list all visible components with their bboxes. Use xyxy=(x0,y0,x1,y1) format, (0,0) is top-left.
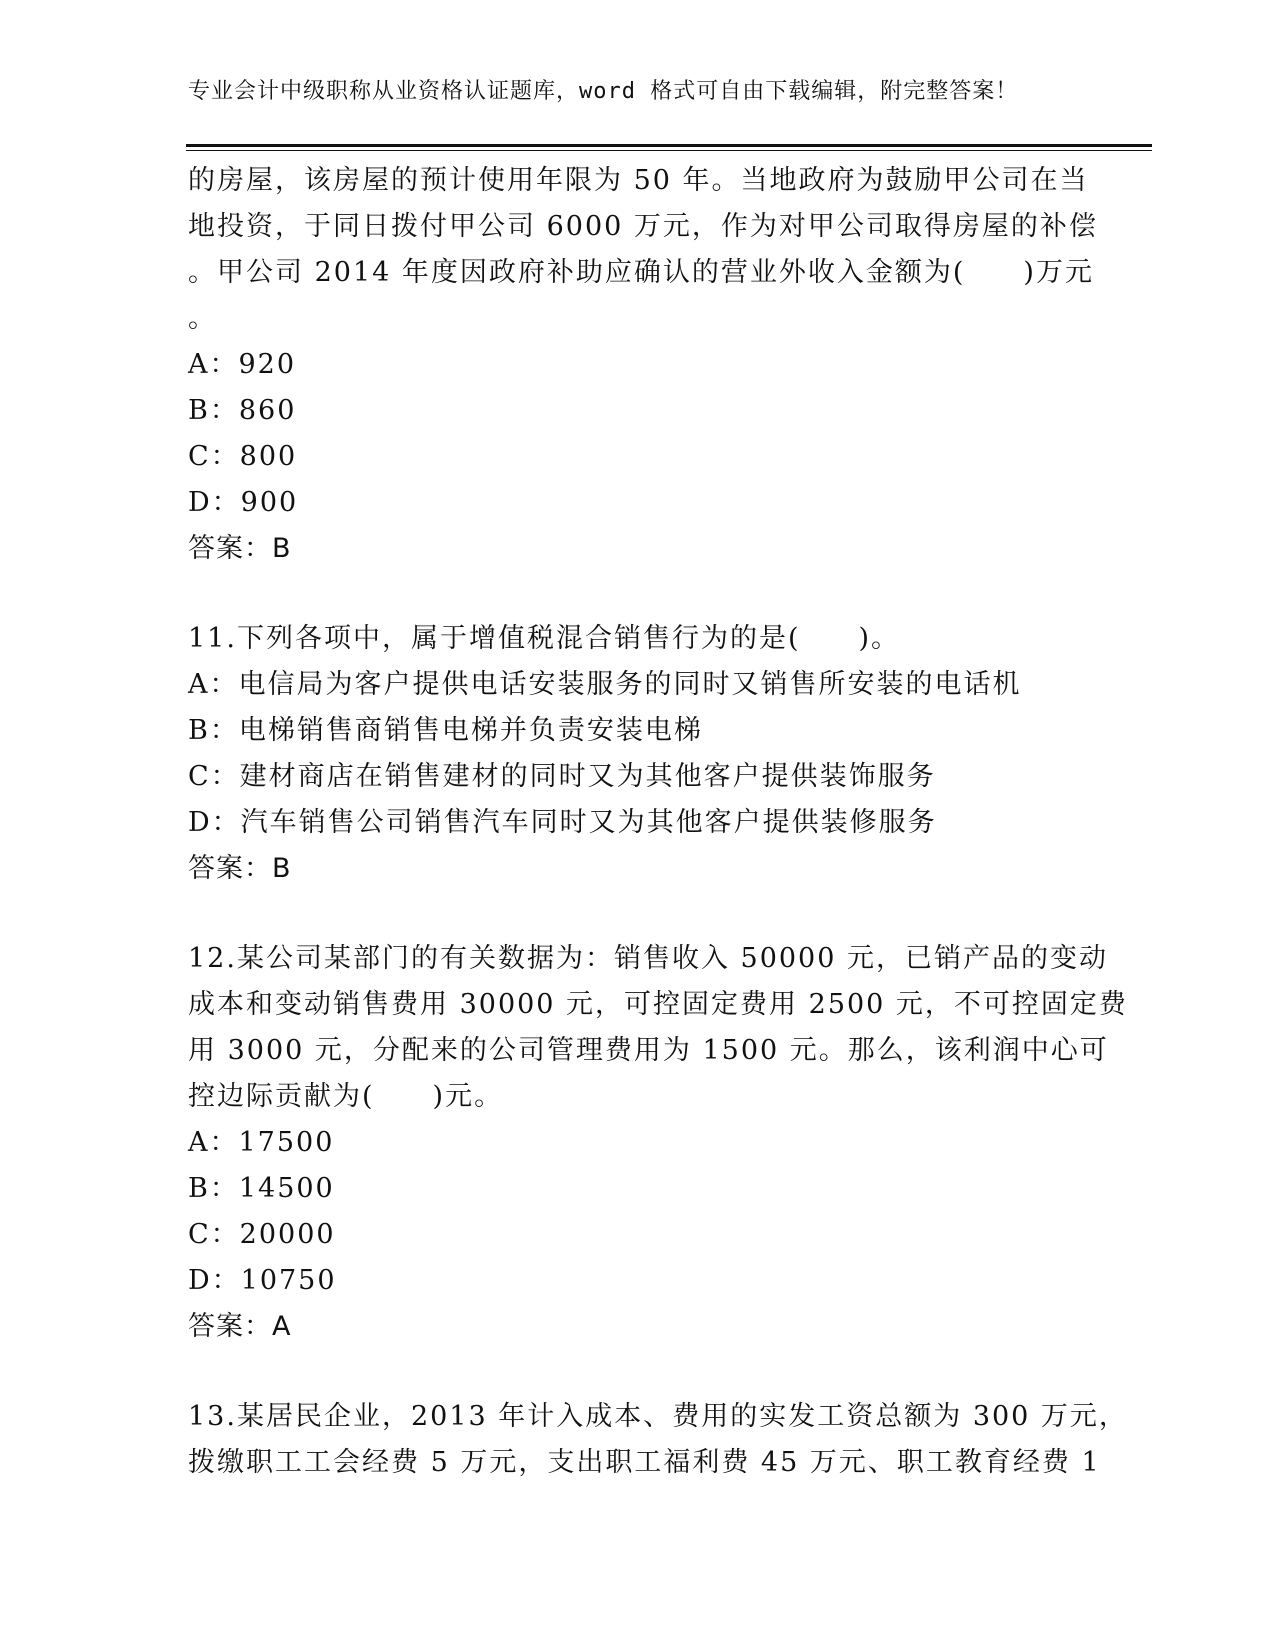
answer-label: 答案：B xyxy=(188,853,292,884)
question-text-line: 。甲公司 2014 年度因政府补助应确认的营业外收入金额为( )万元 xyxy=(188,257,1094,288)
question-text-line: 用 3000 元，分配来的公司管理费用为 1500 元。那么，该利润中心可 xyxy=(188,1035,1109,1066)
option-c: C：建材商店在销售建材的同时又为其他客户提供装饰服务 xyxy=(188,761,936,792)
answer-label: 答案：A xyxy=(188,1311,292,1342)
header-rule-thick xyxy=(186,144,1152,147)
question-text-line: 的房屋，该房屋的预计使用年限为 50 年。当地政府为鼓励甲公司在当 xyxy=(188,165,1089,196)
option-b: B：860 xyxy=(188,395,297,426)
question-text-line: 控边际贡献为( )元。 xyxy=(188,1081,504,1112)
option-d: D：汽车销售公司销售汽车同时又为其他客户提供装修服务 xyxy=(188,807,937,838)
question-text-line: 12.某公司某部门的有关数据为：销售收入 50000 元，已销产品的变动 xyxy=(188,943,1108,974)
option-b: B：电梯销售商销售电梯并负责安装电梯 xyxy=(188,715,703,746)
header-rule-thin xyxy=(186,150,1152,151)
option-c: C：20000 xyxy=(188,1219,336,1250)
answer-label: 答案：B xyxy=(188,533,292,564)
question-spacer xyxy=(188,572,1108,616)
question-content xyxy=(188,158,1128,1486)
question-10 xyxy=(188,158,1108,572)
option-d: D：900 xyxy=(188,487,299,518)
option-a: A：电信局为客户提供电话安装服务的同时又销售所安装的电话机 xyxy=(188,669,1022,700)
question-text-line: 成本和变动销售费用 30000 元，可控固定费用 2500 元，不可控固定费 xyxy=(188,989,1128,1020)
option-c: C：800 xyxy=(188,441,298,472)
option-b: B：14500 xyxy=(188,1173,335,1204)
page-header: 专业会计中级职称从业资格认证题库，word 格式可自由下载编辑，附完整答案！ xyxy=(188,79,1019,104)
option-d: D：10750 xyxy=(188,1265,337,1296)
question-spacer xyxy=(188,892,1108,936)
question-11 xyxy=(188,616,1108,892)
question-13 xyxy=(188,1394,1128,1486)
question-text-line: 11.下列各项中，属于增值税混合销售行为的是( )。 xyxy=(188,623,901,654)
question-text-line: 13.某居民企业，2013 年计入成本、费用的实发工资总额为 300 万元， xyxy=(188,1401,1128,1432)
option-a: A：920 xyxy=(188,349,297,380)
question-text-line: 。 xyxy=(188,303,217,334)
option-a: A：17500 xyxy=(188,1127,335,1158)
question-12 xyxy=(188,936,1128,1350)
question-text-line: 地投资，于同日拨付甲公司 6000 万元，作为对甲公司取得房屋的补偿 xyxy=(188,211,1098,242)
question-text-line: 拨缴职工工会经费 5 万元，支出职工福利费 45 万元、职工教育经费 1 xyxy=(188,1447,1101,1478)
question-spacer xyxy=(188,1350,1108,1394)
